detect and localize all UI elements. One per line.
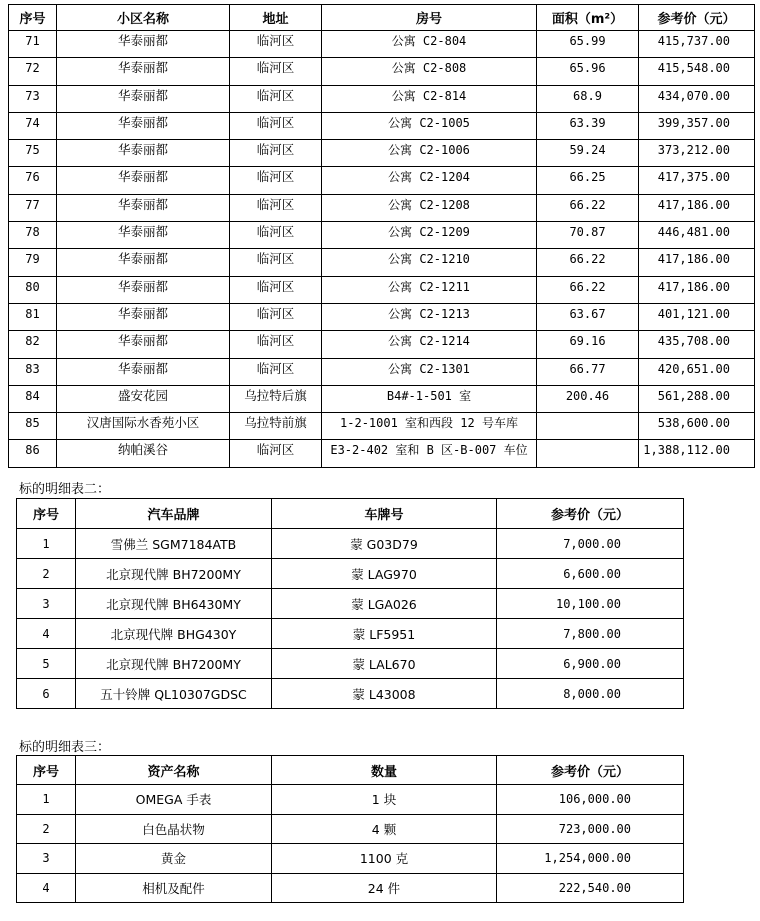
cell-room: 公寓 C2-1214 [322,331,537,358]
table3-caption: 标的明细表三： [19,740,111,755]
cell-quantity: 4 颗 [272,814,497,844]
cell-community: 汉唐国际水香苑小区 [57,413,230,440]
table-row [17,785,684,815]
cell-index: 71 [9,31,57,58]
table-row [17,619,684,649]
table2-caption: 标的明细表二： [19,482,111,497]
cell-community: 华泰丽都 [57,276,230,303]
cell-area: 66.25 [537,167,639,194]
asset-table [16,755,684,903]
cell-price: 434,070.00 [639,85,755,112]
cell-community: 华泰丽都 [57,112,230,139]
cell-community: 华泰丽都 [57,140,230,167]
table-row [17,844,684,874]
cell-room: 公寓 C2-1209 [322,222,537,249]
table-row [9,140,755,167]
cell-plate: 蒙 L43008 [272,679,497,709]
cell-community: 华泰丽都 [57,167,230,194]
cell-community: 纳帕溪谷 [57,440,230,467]
cell-index: 4 [17,873,76,903]
cell-index: 72 [9,58,57,85]
cell-room: 公寓 C2-814 [322,85,537,112]
table-row [9,112,755,139]
cell-room: 公寓 C2-804 [322,31,537,58]
cell-address: 临河区 [230,31,322,58]
cell-asset-name: OMEGA 手表 [76,785,272,815]
cell-plate: 蒙 LAL670 [272,649,497,679]
cell-area: 69.16 [537,331,639,358]
cell-area: 66.22 [537,194,639,221]
cell-address: 临河区 [230,58,322,85]
cell-index: 4 [17,619,76,649]
cell-area: 66.77 [537,358,639,385]
cell-price: 10,100.00 [497,589,684,619]
table-header-row [9,5,755,31]
cell-address: 临河区 [230,303,322,330]
cell-room: 公寓 C2-1005 [322,112,537,139]
cell-index: 85 [9,413,57,440]
cell-index: 77 [9,194,57,221]
table-row [17,679,684,709]
cell-room: 公寓 C2-1208 [322,194,537,221]
table-row [17,873,684,903]
cell-car-brand: 雪佛兰 SGM7184ATB [76,529,272,559]
cell-community: 华泰丽都 [57,31,230,58]
table-row [9,249,755,276]
cell-index: 2 [17,814,76,844]
header-area: 面积（m²） [537,5,639,31]
cell-room: 公寓 C2-1210 [322,249,537,276]
cell-area: 66.22 [537,249,639,276]
cell-area: 63.67 [537,303,639,330]
cell-index: 2 [17,559,76,589]
cell-plate: 蒙 LF5951 [272,619,497,649]
cell-address: 临河区 [230,331,322,358]
cell-index: 1 [17,529,76,559]
cell-area: 66.22 [537,276,639,303]
cell-price: 420,651.00 [639,358,755,385]
cell-address: 临河区 [230,276,322,303]
header-plate: 车牌号 [272,499,497,529]
cell-car-brand: 五十铃牌 QL10307GDSC [76,679,272,709]
cell-address: 临河区 [230,440,322,467]
cell-community: 华泰丽都 [57,303,230,330]
cell-asset-name: 白色晶状物 [76,814,272,844]
header-room: 房号 [322,5,537,31]
cell-room: B4#-1-501 室 [322,385,537,412]
cell-index: 1 [17,785,76,815]
cell-price: 6,900.00 [497,649,684,679]
cell-price: 435,708.00 [639,331,755,358]
cell-community: 华泰丽都 [57,58,230,85]
table-row [17,589,684,619]
cell-asset-name: 相机及配件 [76,873,272,903]
cell-index: 75 [9,140,57,167]
table-row [9,85,755,112]
cell-area: 65.96 [537,58,639,85]
header-index: 序号 [9,5,57,31]
cell-index: 73 [9,85,57,112]
cell-price: 417,186.00 [639,276,755,303]
cell-index: 78 [9,222,57,249]
cell-price: 417,186.00 [639,194,755,221]
cell-price: 538,600.00 [639,413,755,440]
cell-index: 82 [9,331,57,358]
cell-area: 63.39 [537,112,639,139]
cell-address: 临河区 [230,112,322,139]
cell-price: 401,121.00 [639,303,755,330]
cell-area: 70.87 [537,222,639,249]
cell-room: 1-2-1001 室和西段 12 号车库 [322,413,537,440]
header-community: 小区名称 [57,5,230,31]
table-row [9,58,755,85]
cell-community: 华泰丽都 [57,331,230,358]
cell-price: 1,388,112.00 [639,440,755,467]
cell-index: 3 [17,589,76,619]
cell-asset-name: 黄金 [76,844,272,874]
property-table [8,4,755,468]
cell-quantity: 1 块 [272,785,497,815]
cell-index: 86 [9,440,57,467]
cell-community: 华泰丽都 [57,249,230,276]
table-row [9,167,755,194]
cell-price: 415,737.00 [639,31,755,58]
cell-index: 81 [9,303,57,330]
cell-price: 1,254,000.00 [497,844,684,874]
table-row [9,440,755,467]
cell-price: 399,357.00 [639,112,755,139]
cell-price: 8,000.00 [497,679,684,709]
cell-index: 6 [17,679,76,709]
cell-price: 373,212.00 [639,140,755,167]
table-row [9,31,755,58]
table-row [17,529,684,559]
cell-price: 222,540.00 [497,873,684,903]
table-row [9,358,755,385]
cell-area: 200.46 [537,385,639,412]
cell-room: 公寓 C2-1213 [322,303,537,330]
table-row [17,649,684,679]
cell-area [537,440,639,467]
cell-index: 76 [9,167,57,194]
table-header-row [17,499,684,529]
cell-price: 561,288.00 [639,385,755,412]
cell-community: 华泰丽都 [57,222,230,249]
cell-room: 公寓 C2-1211 [322,276,537,303]
cell-quantity: 24 件 [272,873,497,903]
table-row [9,303,755,330]
cell-plate: 蒙 LAG970 [272,559,497,589]
header-index: 序号 [17,756,76,785]
cell-community: 盛安花园 [57,385,230,412]
cell-address: 临河区 [230,85,322,112]
header-price: 参考价（元） [497,499,684,529]
cell-price: 6,600.00 [497,559,684,589]
cell-plate: 蒙 LGA026 [272,589,497,619]
table-row [17,559,684,589]
cell-price: 446,481.00 [639,222,755,249]
cell-index: 79 [9,249,57,276]
cell-room: 公寓 C2-1204 [322,167,537,194]
cell-price: 415,548.00 [639,58,755,85]
cell-address: 临河区 [230,249,322,276]
table-row [9,331,755,358]
cell-room: 公寓 C2-808 [322,58,537,85]
cell-index: 84 [9,385,57,412]
cell-area: 65.99 [537,31,639,58]
cell-area [537,413,639,440]
header-address: 地址 [230,5,322,31]
cell-price: 7,800.00 [497,619,684,649]
table-row [9,194,755,221]
cell-address: 临河区 [230,194,322,221]
table-header-row [17,756,684,785]
cell-price: 417,186.00 [639,249,755,276]
table-row [17,814,684,844]
cell-room: E3-2-402 室和 B 区-B-007 车位 [322,440,537,467]
cell-address: 临河区 [230,222,322,249]
header-price: 参考价（元） [639,5,755,31]
cell-index: 5 [17,649,76,679]
cell-index: 83 [9,358,57,385]
cell-address: 临河区 [230,358,322,385]
cell-car-brand: 北京现代牌 BH6430MY [76,589,272,619]
header-quantity: 数量 [272,756,497,785]
cell-area: 59.24 [537,140,639,167]
cell-index: 3 [17,844,76,874]
cell-price: 723,000.00 [497,814,684,844]
cell-quantity: 1100 克 [272,844,497,874]
table-row [9,222,755,249]
cell-address: 乌拉特前旗 [230,413,322,440]
cell-plate: 蒙 G03D79 [272,529,497,559]
header-asset-name: 资产名称 [76,756,272,785]
cell-price: 7,000.00 [497,529,684,559]
cell-community: 华泰丽都 [57,358,230,385]
cell-room: 公寓 C2-1301 [322,358,537,385]
cell-car-brand: 北京现代牌 BHG430Y [76,619,272,649]
cell-price: 106,000.00 [497,785,684,815]
cell-car-brand: 北京现代牌 BH7200MY [76,649,272,679]
cell-address: 临河区 [230,140,322,167]
cell-area: 68.9 [537,85,639,112]
header-price: 参考价（元） [497,756,684,785]
cell-index: 74 [9,112,57,139]
cell-community: 华泰丽都 [57,194,230,221]
table-row [9,276,755,303]
vehicle-table [16,498,684,709]
table-row [9,413,755,440]
cell-car-brand: 北京现代牌 BH7200MY [76,559,272,589]
header-index: 序号 [17,499,76,529]
cell-index: 80 [9,276,57,303]
cell-community: 华泰丽都 [57,85,230,112]
cell-price: 417,375.00 [639,167,755,194]
cell-address: 乌拉特后旗 [230,385,322,412]
cell-address: 临河区 [230,167,322,194]
table-row [9,385,755,412]
cell-room: 公寓 C2-1006 [322,140,537,167]
header-car-brand: 汽车品牌 [76,499,272,529]
